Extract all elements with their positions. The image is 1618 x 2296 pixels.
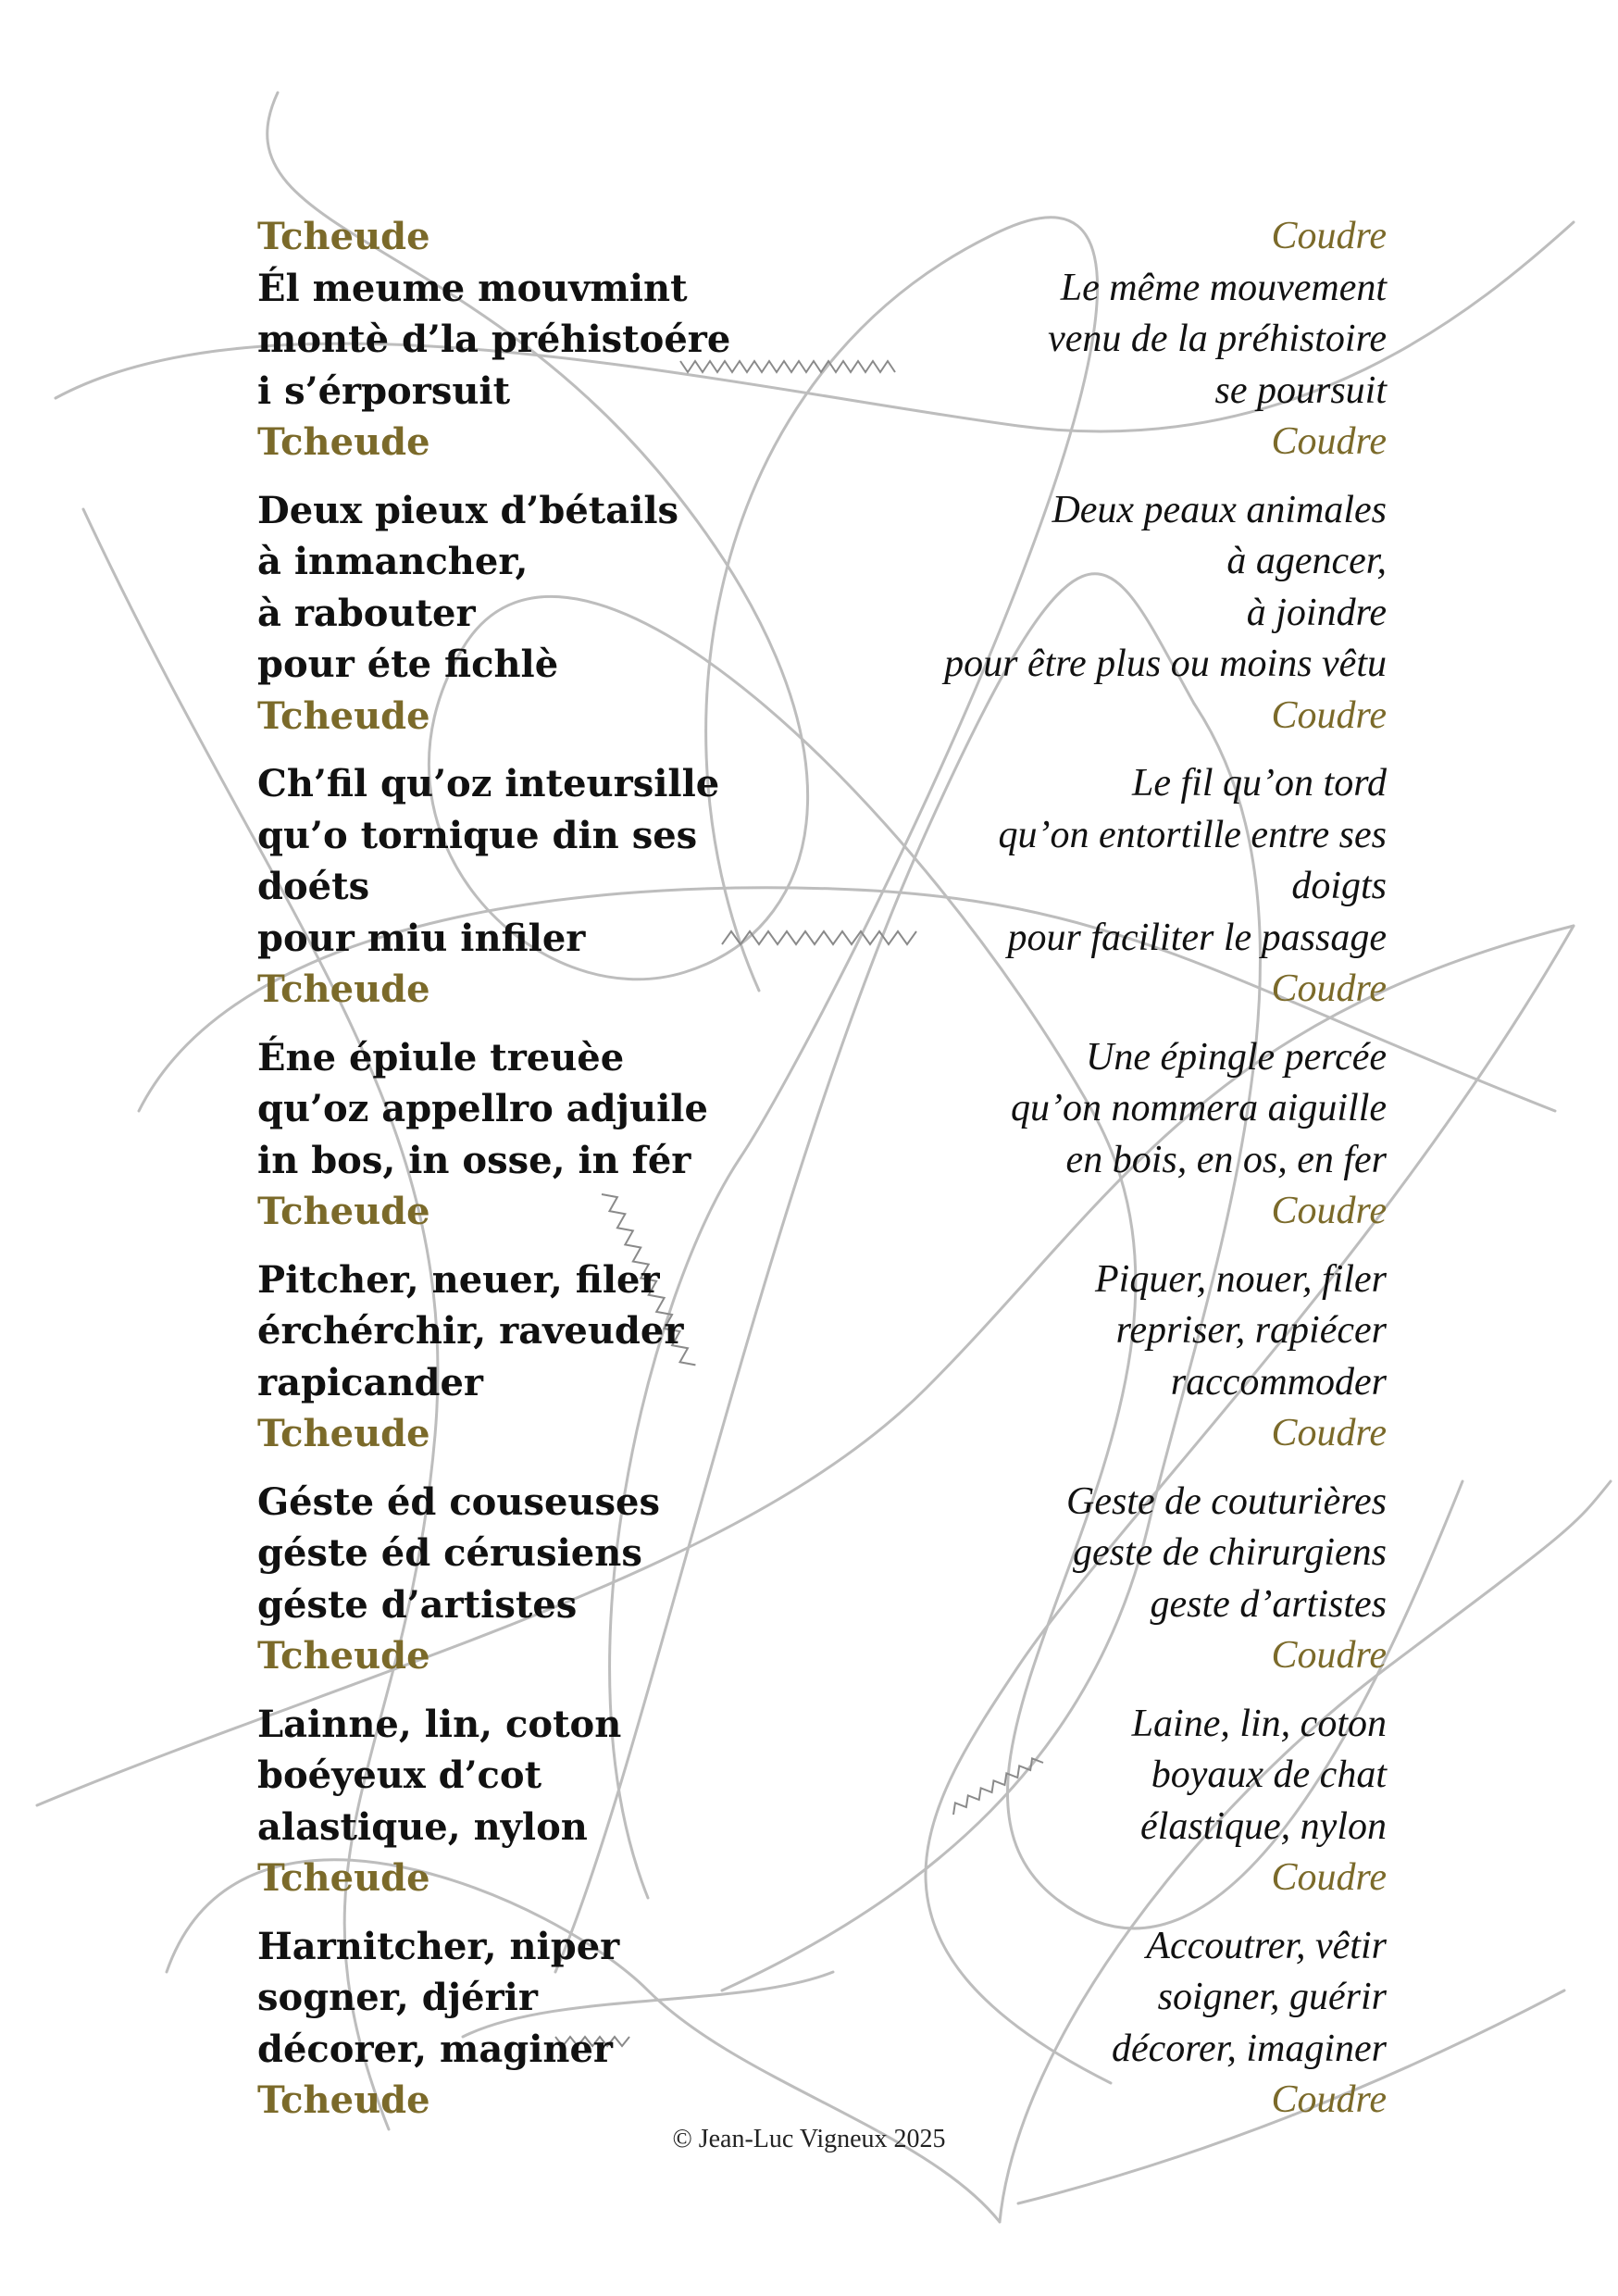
patois-verse-line: montè d’la préhistoére <box>257 318 731 361</box>
french-stanza <box>683 1477 1387 1682</box>
patois-verse-line: décorer, maginer <box>257 2027 614 2071</box>
patois-refrain: Tcheude <box>257 693 430 738</box>
french-verse-line: à agencer, <box>1226 540 1387 582</box>
french-verse-line: doigts <box>1291 865 1387 907</box>
french-refrain: Coudre <box>1271 1190 1387 1232</box>
french-stanza <box>683 1254 1387 1460</box>
french-verse-line: soigner, guérir <box>1157 1976 1387 2018</box>
french-stanza <box>683 1921 1387 2127</box>
french-refrain: Coudre <box>1271 1412 1387 1454</box>
french-stanza <box>683 758 1387 1016</box>
patois-verse-line: boéyeux d’cot <box>257 1753 542 1797</box>
patois-refrain: Tcheude <box>257 1856 430 1900</box>
patois-verse-line: Pitcher, neuer, filer <box>257 1257 660 1302</box>
copyright-footer: © Jean-Luc Vigneux 2025 <box>672 2125 946 2153</box>
patois-verse-line: à inmancher, <box>257 540 529 583</box>
patois-refrain: Tcheude <box>257 967 430 1011</box>
french-verse-line: Laine, lin, coton <box>1131 1702 1387 1745</box>
patois-verse-line: qu’oz appellro adjuile <box>257 1087 708 1130</box>
french-stanza <box>683 211 1387 468</box>
french-refrain: Coudre <box>1271 2078 1387 2121</box>
french-verse-line: repriser, rapiécer <box>1115 1309 1387 1352</box>
patois-verse-line: Harnitcher, niper <box>257 1924 620 1968</box>
patois-verse-line: sogner, djérir <box>257 1976 538 2019</box>
french-verse-line: venu de la préhistoire <box>1048 318 1387 360</box>
french-verse-line: élastique, nylon <box>1140 1804 1387 1848</box>
french-refrain: Coudre <box>1271 693 1387 737</box>
french-verse-line: Piquer, nouer, filer <box>1095 1257 1387 1301</box>
french-verse-line: raccommoder <box>1170 1360 1387 1404</box>
patois-verse-line: qu’o tornique din ses <box>257 813 698 857</box>
patois-verse-line: Deux pieux d’bétails <box>257 488 679 532</box>
french-refrain: Coudre <box>1271 967 1387 1010</box>
patois-refrain: Tcheude <box>257 1634 430 1678</box>
french-verse-line: à joindre <box>1246 591 1387 634</box>
french-verse-line: pour faciliter le passage <box>1007 916 1387 959</box>
french-verse-line: se poursuit <box>1214 368 1387 412</box>
french-verse-line: Une épingle percée <box>1086 1035 1387 1079</box>
patois-verse-line: géste éd cérusiens <box>257 1531 642 1575</box>
french-verse-line: geste d’artistes <box>1150 1582 1387 1626</box>
french-stanza <box>683 1699 1387 1904</box>
patois-verse-line: Él meume mouvmint <box>257 266 688 310</box>
patois-verse-line: érchérchir, raveuder <box>257 1309 684 1353</box>
patois-verse-line: Ch’fil qu’oz inteursille <box>257 762 720 805</box>
patois-verse-line: Éne épiule treuèe <box>257 1035 625 1079</box>
french-refrain: Coudre <box>1271 420 1387 463</box>
french-verse-line: Deux peaux animales <box>1052 488 1387 531</box>
french-refrain: Coudre <box>1271 1856 1387 1899</box>
patois-verse-line: géste d’artistes <box>257 1582 578 1627</box>
patois-verse-line: rapicander <box>257 1360 484 1404</box>
french-verse-line: qu’on nommera aiguille <box>1011 1087 1387 1129</box>
patois-verse-line: pour miu infiler <box>257 916 586 960</box>
patois-refrain: Tcheude <box>257 1190 430 1233</box>
french-verse-line: qu’on entortille entre ses <box>998 813 1387 856</box>
french-verse-line: pour être plus ou moins vêtu <box>944 643 1387 685</box>
patois-refrain: Tcheude <box>257 2078 430 2122</box>
french-verse-line: geste de chirurgiens <box>1072 1531 1387 1574</box>
patois-verse-line: Lainne, lin, coton <box>257 1702 622 1746</box>
french-verse-line: Le même mouvement <box>1060 266 1387 309</box>
french-stanza <box>683 1032 1387 1238</box>
french-verse-line: en bois, en os, en fer <box>1065 1138 1387 1181</box>
patois-verse-line: in bos, in osse, in fér <box>257 1138 691 1182</box>
patois-refrain: Tcheude <box>257 215 430 258</box>
patois-refrain: Tcheude <box>257 420 430 464</box>
french-verse-line: Accoutrer, vêtir <box>1146 1924 1387 1967</box>
patois-verse-line: alastique, nylon <box>257 1804 588 1849</box>
french-refrain: Coudre <box>1271 1634 1387 1677</box>
patois-verse-line: doéts <box>257 865 370 908</box>
patois-refrain: Tcheude <box>257 1412 430 1455</box>
french-verse-line: Geste de couturières <box>1065 1479 1387 1523</box>
french-verse-line: Le fil qu’on tord <box>1132 762 1387 805</box>
patois-verse-line: pour éte fichlè <box>257 643 559 686</box>
french-stanza <box>683 485 1387 742</box>
patois-verse-line: i s’érporsuit <box>257 368 511 413</box>
french-translation-column <box>683 211 1387 2127</box>
french-refrain: Coudre <box>1271 215 1387 257</box>
patois-verse-line: Géste éd couseuses <box>257 1479 660 1524</box>
patois-verse-line: à rabouter <box>257 591 476 635</box>
french-verse-line: décorer, imaginer <box>1111 2027 1387 2070</box>
french-verse-line: boyaux de chat <box>1151 1753 1387 1796</box>
